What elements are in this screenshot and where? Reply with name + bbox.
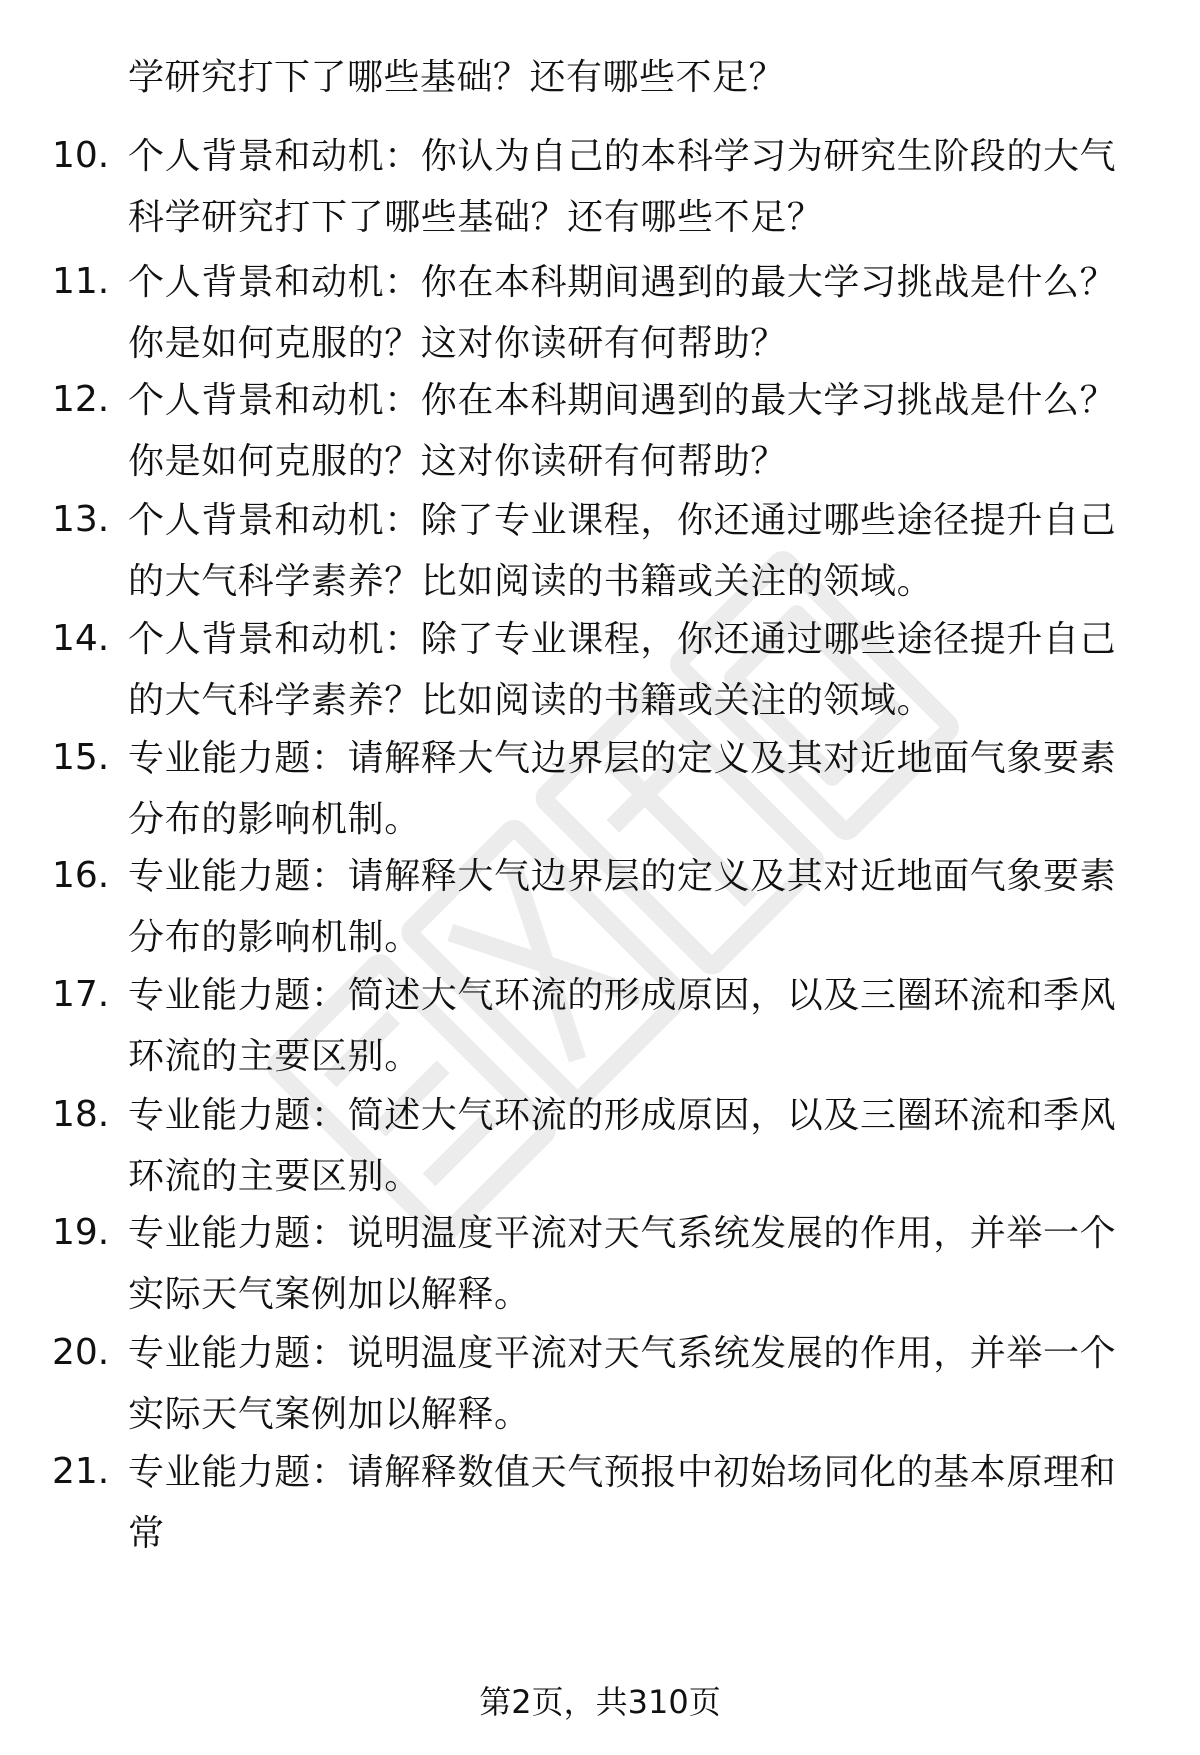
- question-text: 专业能力题：简述大气环流的形成原因，以及三圈环流和季风环流的主要区别。: [128, 1095, 1117, 1197]
- question-text: 个人背景和动机：你在本科期间遇到的最大学习挑战是什么？你是如何克服的？这对你读研有何帮助？: [128, 380, 1117, 482]
- question-text: 专业能力题：说明温度平流对天气系统发展的作用，并举一个实际天气案例加以解释。: [128, 1213, 1117, 1315]
- question-number: 16.: [52, 855, 110, 896]
- question-text: 个人背景和动机：除了专业课程，你还通过哪些途径提升自己的大气科学素养？比如阅读的书籍或关注的领域。: [128, 500, 1117, 602]
- question-number: 13.: [52, 499, 110, 540]
- question-number: 17.: [52, 974, 110, 1015]
- question-number: 18.: [52, 1094, 110, 1135]
- question-text: 个人背景和动机：你认为自己的本科学习为研究生阶段的大气科学研究打下了哪些基础？还有哪些不足？: [128, 136, 1117, 238]
- question-text: 专业能力题：请解释大气边界层的定义及其对近地面气象要素分布的影响机制。: [128, 738, 1117, 840]
- question-number: 10.: [52, 135, 110, 176]
- question-number: 19.: [52, 1212, 110, 1253]
- continued-text: 学研究打下了哪些基础？还有哪些不足？: [128, 57, 786, 98]
- question-number: 14.: [52, 618, 110, 659]
- question-text: 个人背景和动机：除了专业课程，你还通过哪些途径提升自己的大气科学素养？比如阅读的书籍或关注的领域。: [128, 619, 1117, 721]
- question-text: 专业能力题：说明温度平流对天气系统发展的作用，并举一个实际天气案例加以解释。: [128, 1333, 1117, 1435]
- question-text: 专业能力题：请解释大气边界层的定义及其对近地面气象要素分布的影响机制。: [128, 856, 1117, 958]
- question-text: 专业能力题：请解释数值天气预报中初始场同化的基本原理和常: [128, 1452, 1117, 1554]
- question-text: 专业能力题：简述大气环流的形成原因，以及三圈环流和季风环流的主要区别。: [128, 975, 1117, 1077]
- question-number: 21.: [52, 1451, 110, 1492]
- page-footer: 第2页，共310页: [479, 1683, 721, 1721]
- question-number: 20.: [52, 1332, 110, 1373]
- question-text: 个人背景和动机：你在本科期间遇到的最大学习挑战是什么？你是如何克服的？这对你读研有何帮助？: [128, 262, 1117, 364]
- question-number: 12.: [52, 379, 110, 420]
- question-number: 11.: [52, 261, 110, 302]
- question-number: 15.: [52, 737, 110, 778]
